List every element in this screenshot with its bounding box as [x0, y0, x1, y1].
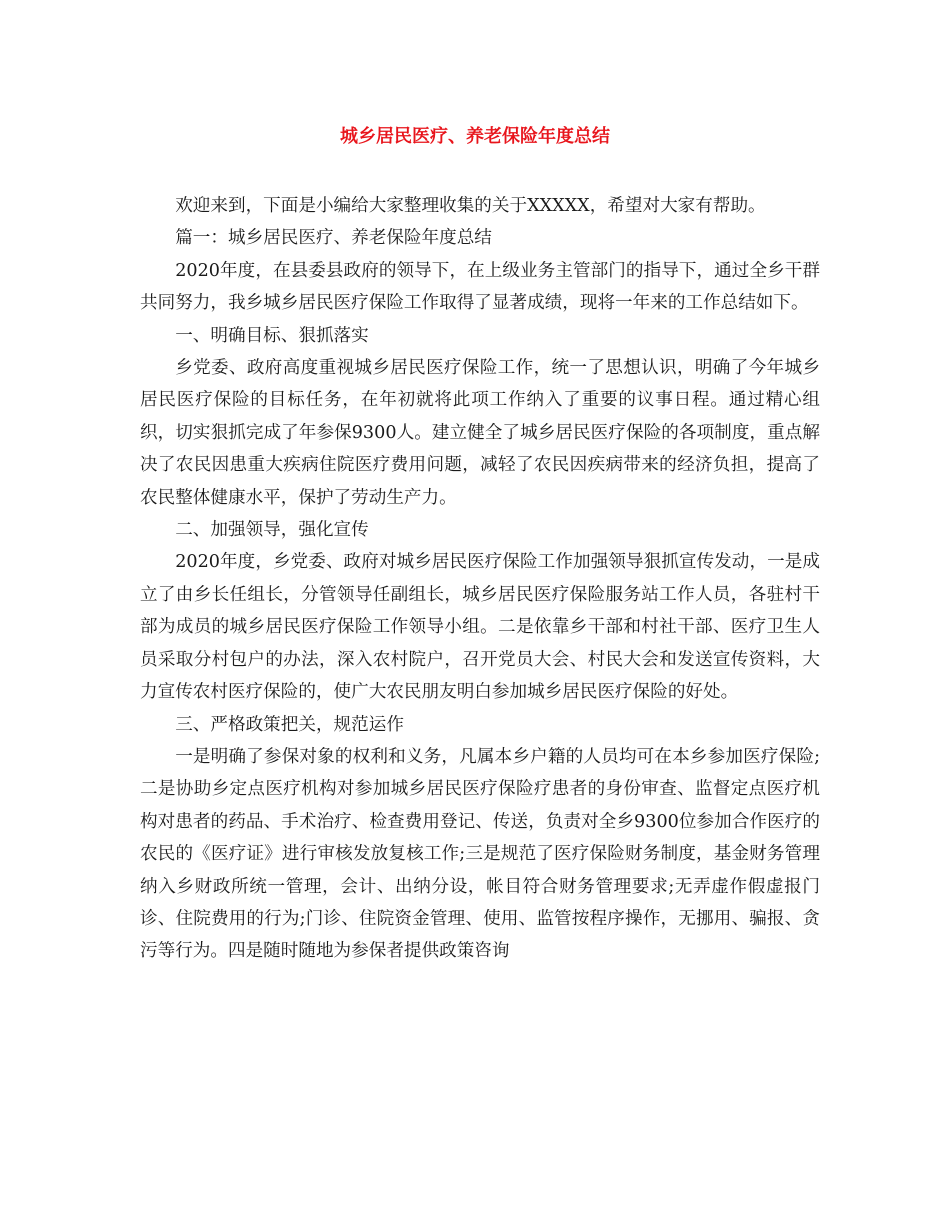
paragraph-three: 一是明确了参保对象的权利和义务，凡属本乡户籍的人员均可在本乡参加医疗保险;二是协助乡定点医疗机构对参加城乡居民医疗保险疗患者的身份审查、监督定点医疗机构对患者的药品、手术治疗、检查费用登记、传送，负责对全乡9300位参加合作医疗的农民的《医疗证》进行审核发放复核工作;三是规范了医疗保险财务制度，基金财务管理纳入乡财政所统一管理，会计、出纳分设，帐目符合财务管理要求;无弄虚作假虚报门诊、住院费用的行为;门诊、住院资金管理、使用、监管按程序操作，无挪用、骗报、贪污等行为。四是随时随地为参保者提供政策咨询 — [140, 746, 820, 962]
paragraph-two: 2020年度，乡党委、政府对城乡居民医疗保险工作加强领导狠抓宣传发动，一是成立了由乡长任组长，分管领导任副组长，城乡居民医疗保险服务站工作人员，各驻村干部为成员的城乡居民医疗保险工作领导小组。二是依靠乡干部和村社干部、医疗卫生人员采取分村包户的办法，深入农村院户，召开党员大会、村民大会和发送宣传资料，大力宣传农村医疗保险的，使广大农民朋友明白参加城乡居民医疗保险的好处。 — [140, 552, 820, 703]
document-body — [140, 190, 820, 968]
document-title: 城乡居民医疗、养老保险年度总结 — [340, 126, 610, 147]
paragraph-section-title: 篇一：城乡居民医疗、养老保险年度总结 — [175, 228, 492, 249]
paragraph-overview: 2020年度，在县委县政府的领导下，在上级业务主管部门的指导下，通过全乡干群共同努力，我乡城乡居民医疗保险工作取得了显著成绩，现将一年来的工作总结如下。 — [140, 260, 820, 314]
heading-one: 一、明确目标、狠抓落实 — [175, 325, 369, 346]
heading-two: 二、加强领导，强化宣传 — [175, 520, 369, 541]
paragraph-one: 乡党委、政府高度重视城乡居民医疗保险工作，统一了思想认识，明确了今年城乡居民医疗保险的目标任务，在年初就将此项工作纳入了重要的议事日程。通过精心组织，切实狠抓完成了年参保9300人。建立健全了城乡居民医疗保险的各项制度，重点解决了农民因患重大疾病住院医疗费用问题，减轻了农民因疾病带来的经济负担，提高了农民整体健康水平，保护了劳动生产力。 — [140, 358, 820, 508]
paragraph-intro: 欢迎来到，下面是小编给大家整理收集的关于XXXXX，希望对大家有帮助。 — [175, 196, 766, 216]
heading-three: 三、严格政策把关，规范运作 — [175, 714, 404, 735]
